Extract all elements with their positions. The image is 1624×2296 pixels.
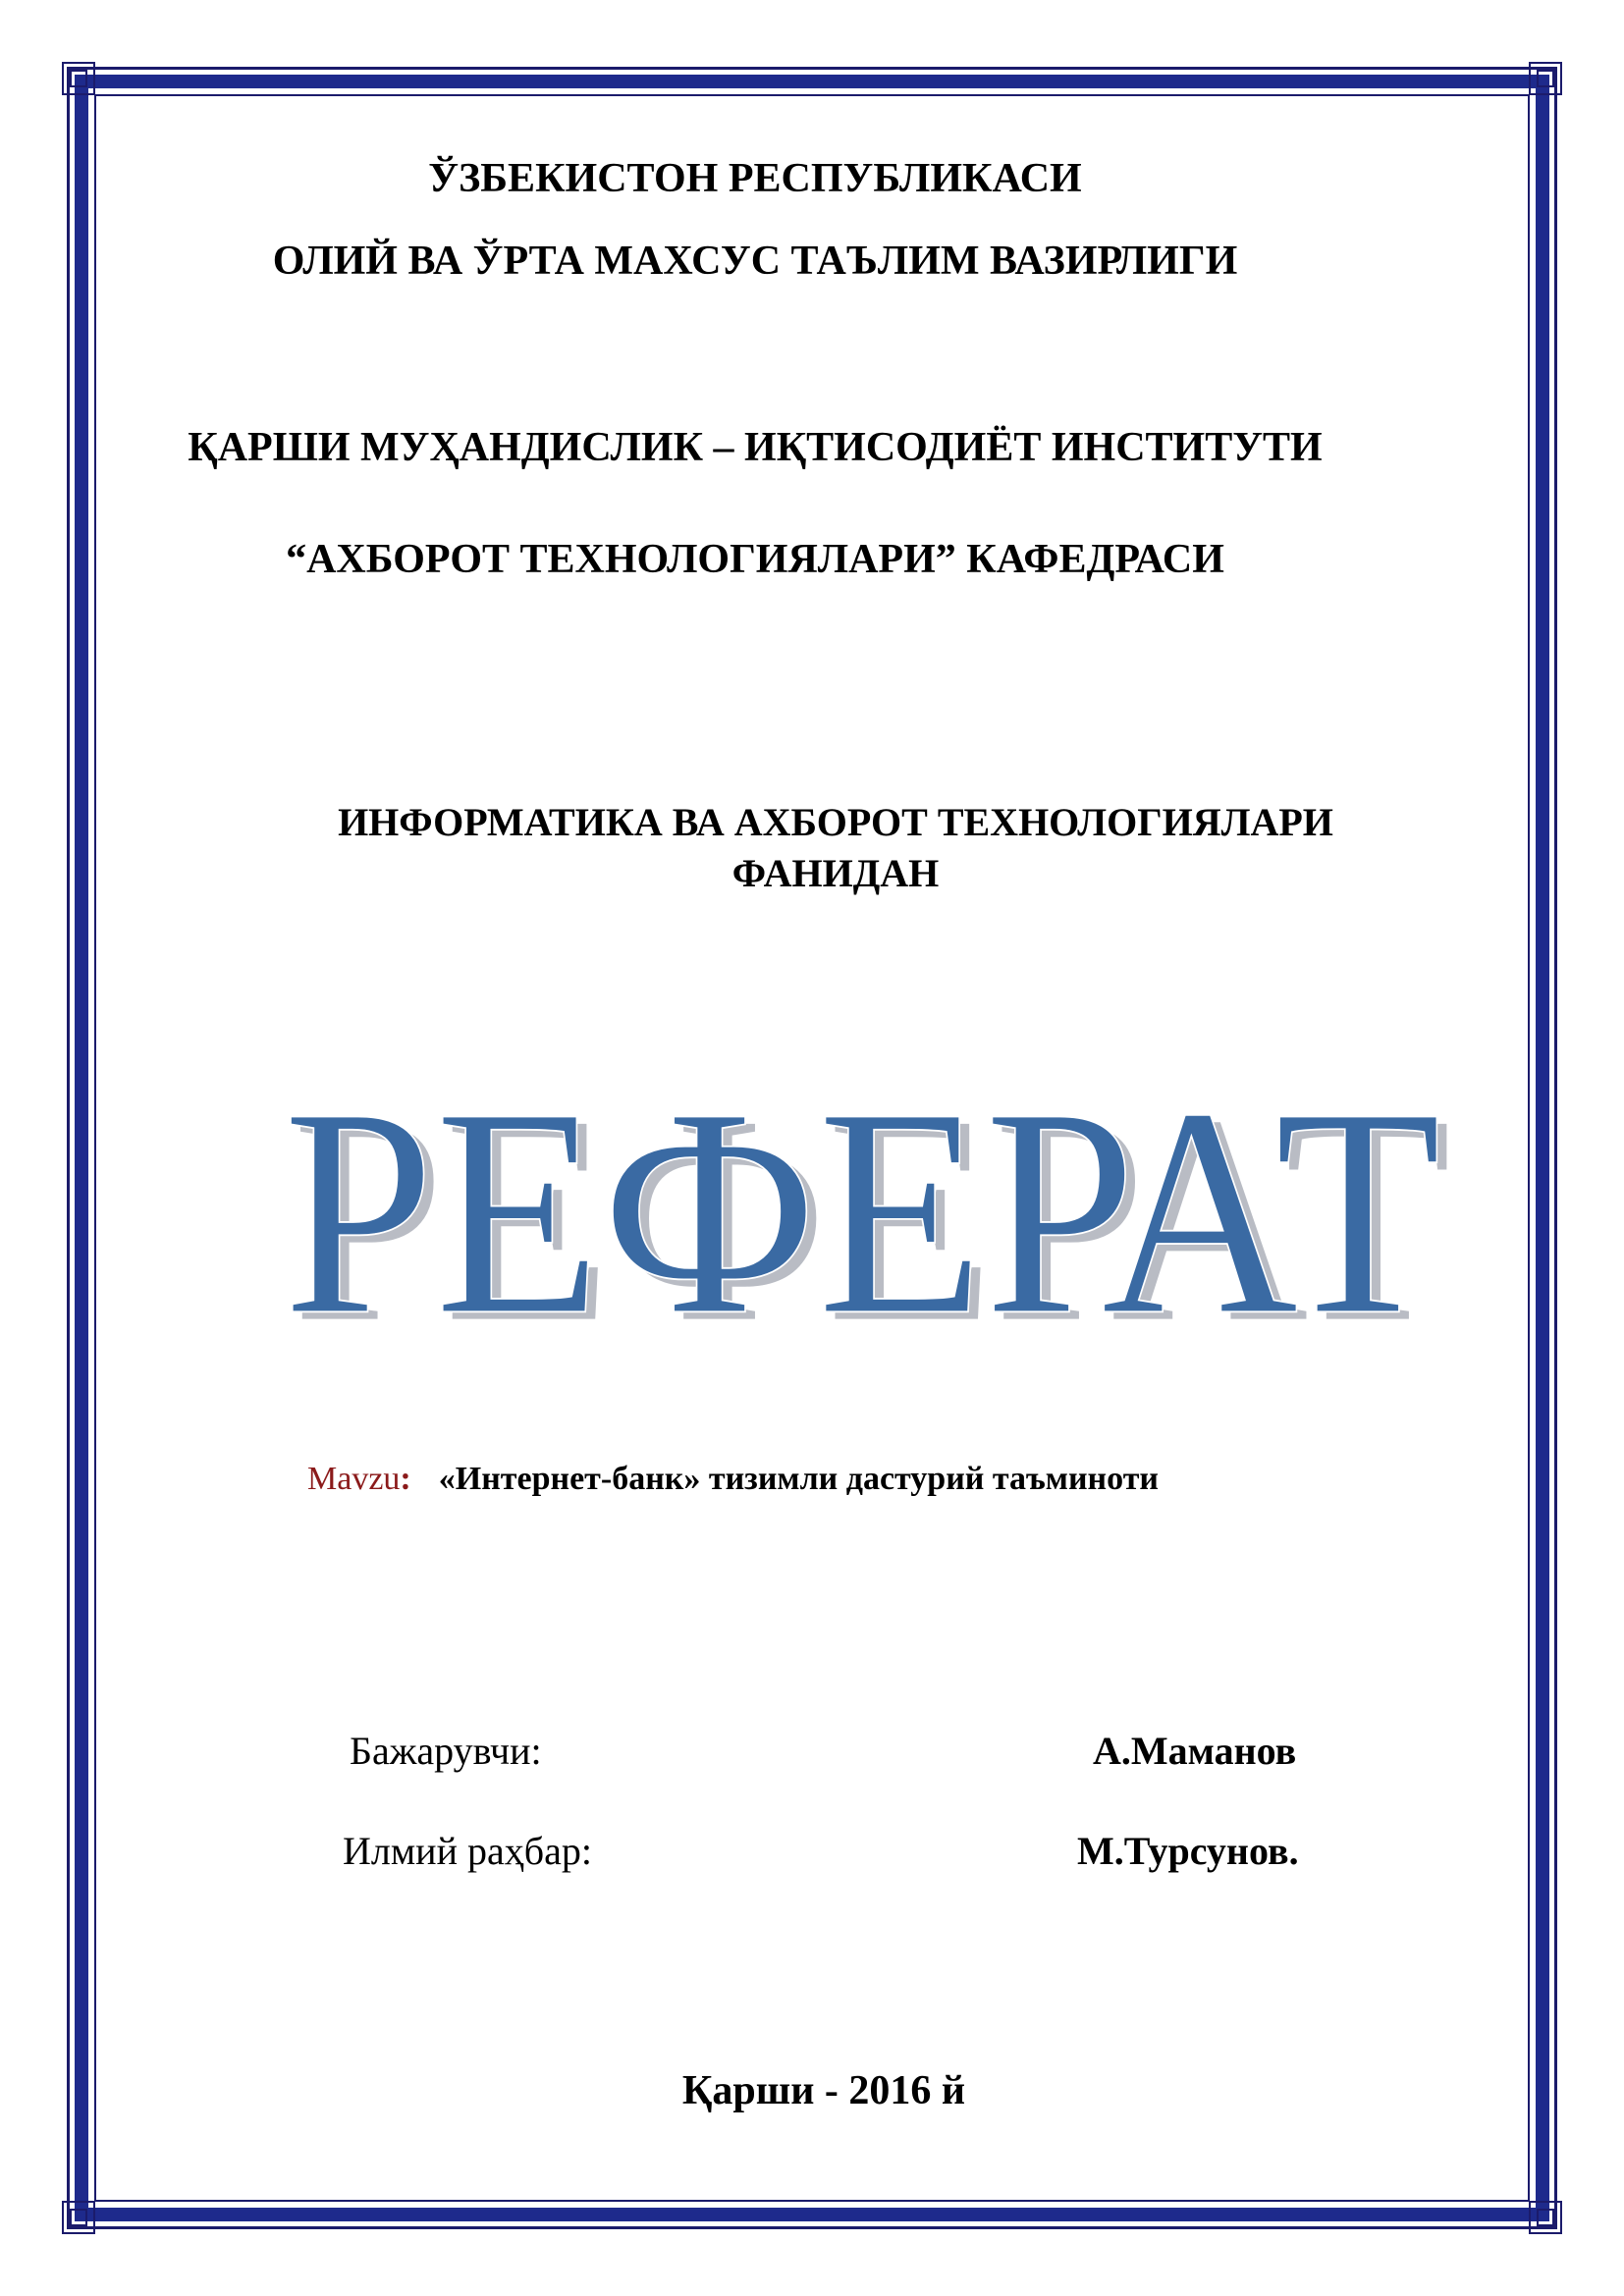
republic-heading: ЎЗБЕКИСТОН РЕСПУБЛИКАСИ [428, 156, 1082, 201]
advisor-name: М.Турсунов. [1077, 1829, 1299, 1873]
city-year: Қарши - 2016 й [681, 2068, 966, 2113]
corner-ornament-icon [61, 61, 96, 96]
corner-ornament-icon [61, 2200, 96, 2235]
subject-line-2: ФАНИДАН [731, 851, 940, 895]
ministry-heading: ОЛИЙ ВА ЎРТА МАХСУС ТАЪЛИМ ВАЗИРЛИГИ [272, 239, 1238, 284]
document-title [265, 1065, 1463, 1379]
executor-label: Бажарувчи: [350, 1729, 542, 1773]
document-title-shadow: РЕФЕРАТ [293, 1065, 1451, 1379]
document-title-text: РЕФЕРАТ [283, 1065, 1441, 1377]
corner-ornament-icon [1528, 2200, 1563, 2235]
executor-name: А.Маманов [1093, 1729, 1297, 1773]
topic-text: «Интернет-банк» тизимли дастурий таъминоти [438, 1461, 1159, 1497]
department-heading: “АХБОРОТ ТЕХНОЛОГИЯЛАРИ” КАФЕДРАСИ [286, 537, 1224, 582]
subject-line-1: ИНФОРМАТИКА ВА АХБОРОТ ТЕХНОЛОГИЯЛАРИ [338, 800, 1333, 844]
topic-colon: : [400, 1461, 411, 1497]
topic-label: Mavzu [307, 1461, 401, 1497]
topic-line [307, 1461, 1159, 1498]
institute-heading: ҚАРШИ МУҲАНДИСЛИК – ИҚТИСОДИЁТ ИНСТИТУТИ [188, 425, 1323, 470]
advisor-label: Илмий раҳбар: [343, 1829, 592, 1873]
corner-ornament-icon [1528, 61, 1563, 96]
